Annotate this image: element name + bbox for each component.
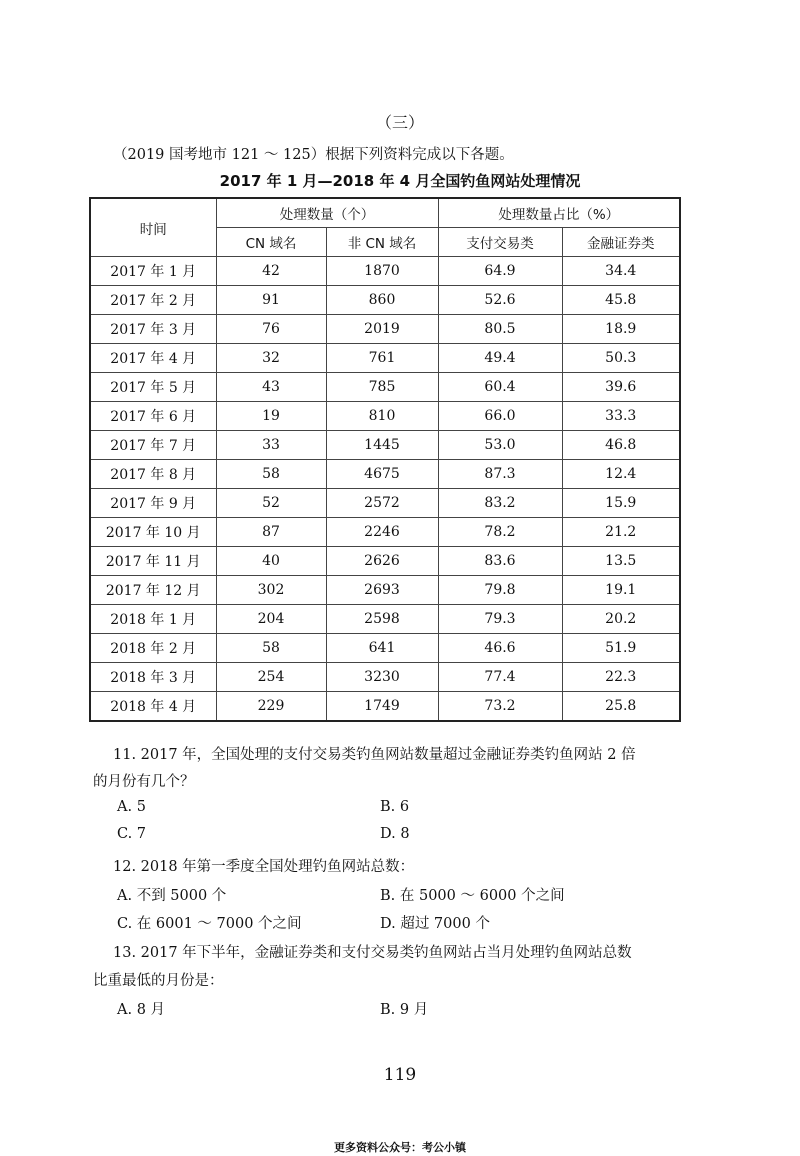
q11-option-b: B. 6 xyxy=(380,799,410,815)
table-row xyxy=(90,518,680,547)
cell-non-cn-domain: 785 xyxy=(326,373,438,402)
cell-time: 2017 年 10 月 xyxy=(90,518,216,547)
q12-option-b: B. 在 5000 ～ 6000 个之间 xyxy=(380,888,565,904)
cell-finance: 22.3 xyxy=(562,663,680,692)
cell-non-cn-domain: 2626 xyxy=(326,547,438,576)
cell-cn-domain: 40 xyxy=(216,547,326,576)
cell-time: 2018 年 3 月 xyxy=(90,663,216,692)
table-row xyxy=(90,431,680,460)
header-cn-domain: CN 域名 xyxy=(216,228,326,257)
q11-option-d: D. 8 xyxy=(380,826,410,842)
cell-finance: 12.4 xyxy=(562,460,680,489)
cell-cn-domain: 302 xyxy=(216,576,326,605)
cell-cn-domain: 76 xyxy=(216,315,326,344)
header-finance: 金融证券类 xyxy=(562,228,680,257)
cell-time: 2018 年 2 月 xyxy=(90,634,216,663)
cell-non-cn-domain: 2693 xyxy=(326,576,438,605)
table-row xyxy=(90,547,680,576)
header-time: 时间 xyxy=(90,198,216,257)
q13-text-line1: 13. 2017 年下半年，金融证券类和支付交易类钓鱼网站占当月处理钓鱼网站总数 xyxy=(113,945,632,961)
cell-cn-domain: 229 xyxy=(216,692,326,722)
cell-time: 2017 年 12 月 xyxy=(90,576,216,605)
table-row xyxy=(90,692,680,722)
cell-payment: 53.0 xyxy=(438,431,562,460)
q12-text-line1: 12. 2018 年第一季度全国处理钓鱼网站总数： xyxy=(113,859,415,875)
cell-payment: 83.6 xyxy=(438,547,562,576)
cell-payment: 80.5 xyxy=(438,315,562,344)
cell-non-cn-domain: 3230 xyxy=(326,663,438,692)
phishing-data-table xyxy=(89,197,681,722)
cell-non-cn-domain: 2598 xyxy=(326,605,438,634)
cell-payment: 73.2 xyxy=(438,692,562,722)
cell-payment: 49.4 xyxy=(438,344,562,373)
section-heading: （三） xyxy=(375,113,424,132)
cell-non-cn-domain: 4675 xyxy=(326,460,438,489)
cell-time: 2018 年 4 月 xyxy=(90,692,216,722)
cell-cn-domain: 19 xyxy=(216,402,326,431)
table-row xyxy=(90,576,680,605)
page-number: 119 xyxy=(383,1065,417,1085)
cell-time: 2017 年 11 月 xyxy=(90,547,216,576)
cell-cn-domain: 43 xyxy=(216,373,326,402)
header-non-cn-domain: 非 CN 域名 xyxy=(326,228,438,257)
cell-finance: 15.9 xyxy=(562,489,680,518)
cell-cn-domain: 33 xyxy=(216,431,326,460)
header-share: 处理数量占比（%） xyxy=(438,198,680,228)
table-row xyxy=(90,373,680,402)
cell-time: 2017 年 3 月 xyxy=(90,315,216,344)
table-row xyxy=(90,315,680,344)
cell-non-cn-domain: 641 xyxy=(326,634,438,663)
cell-payment: 66.0 xyxy=(438,402,562,431)
cell-non-cn-domain: 2572 xyxy=(326,489,438,518)
q11-option-c: C. 7 xyxy=(117,826,147,842)
cell-time: 2017 年 4 月 xyxy=(90,344,216,373)
cell-time: 2017 年 6 月 xyxy=(90,402,216,431)
q12-option-a: A. 不到 5000 个 xyxy=(117,888,227,904)
cell-finance: 19.1 xyxy=(562,576,680,605)
table-row xyxy=(90,605,680,634)
cell-cn-domain: 52 xyxy=(216,489,326,518)
table-title: 2017 年 1 月—2018 年 4 月全国钓鱼网站处理情况 xyxy=(219,172,581,190)
cell-finance: 33.3 xyxy=(562,402,680,431)
cell-non-cn-domain: 860 xyxy=(326,286,438,315)
cell-payment: 79.3 xyxy=(438,605,562,634)
cell-cn-domain: 32 xyxy=(216,344,326,373)
cell-non-cn-domain: 761 xyxy=(326,344,438,373)
cell-finance: 20.2 xyxy=(562,605,680,634)
cell-finance: 50.3 xyxy=(562,344,680,373)
table-row xyxy=(90,489,680,518)
cell-cn-domain: 58 xyxy=(216,634,326,663)
cell-payment: 83.2 xyxy=(438,489,562,518)
cell-payment: 52.6 xyxy=(438,286,562,315)
header-payment: 支付交易类 xyxy=(438,228,562,257)
cell-finance: 51.9 xyxy=(562,634,680,663)
cell-finance: 18.9 xyxy=(562,315,680,344)
header-processed-count: 处理数量（个） xyxy=(216,198,438,228)
cell-non-cn-domain: 2019 xyxy=(326,315,438,344)
cell-cn-domain: 91 xyxy=(216,286,326,315)
table-row xyxy=(90,634,680,663)
cell-non-cn-domain: 810 xyxy=(326,402,438,431)
cell-time: 2017 年 7 月 xyxy=(90,431,216,460)
cell-time: 2017 年 5 月 xyxy=(90,373,216,402)
cell-cn-domain: 87 xyxy=(216,518,326,547)
cell-payment: 77.4 xyxy=(438,663,562,692)
table-body xyxy=(90,257,680,722)
table-row xyxy=(90,460,680,489)
cell-cn-domain: 204 xyxy=(216,605,326,634)
table-row xyxy=(90,257,680,286)
q13-option-b: B. 9 月 xyxy=(380,1002,429,1018)
cell-finance: 46.8 xyxy=(562,431,680,460)
table-row xyxy=(90,402,680,431)
q11-text-line1: 11. 2017 年，全国处理的支付交易类钓鱼网站数量超过金融证券类钓鱼网站 2 倍 xyxy=(113,747,636,763)
cell-finance: 34.4 xyxy=(562,257,680,286)
table-row xyxy=(90,663,680,692)
cell-finance: 39.6 xyxy=(562,373,680,402)
q13-option-a: A. 8 月 xyxy=(117,1002,166,1018)
q12-option-c: C. 在 6001 ～ 7000 个之间 xyxy=(117,916,302,932)
cell-cn-domain: 42 xyxy=(216,257,326,286)
cell-time: 2017 年 2 月 xyxy=(90,286,216,315)
cell-payment: 79.8 xyxy=(438,576,562,605)
intro-text: （2019 国考地市 121 ～ 125）根据下列资料完成以下各题。 xyxy=(113,147,514,163)
cell-time: 2017 年 9 月 xyxy=(90,489,216,518)
q11-text-line2: 的月份有几个？ xyxy=(93,774,195,790)
cell-payment: 60.4 xyxy=(438,373,562,402)
cell-non-cn-domain: 1749 xyxy=(326,692,438,722)
cell-payment: 64.9 xyxy=(438,257,562,286)
cell-finance: 13.5 xyxy=(562,547,680,576)
cell-time: 2017 年 8 月 xyxy=(90,460,216,489)
table-row xyxy=(90,344,680,373)
cell-payment: 78.2 xyxy=(438,518,562,547)
cell-non-cn-domain: 2246 xyxy=(326,518,438,547)
cell-finance: 25.8 xyxy=(562,692,680,722)
cell-non-cn-domain: 1445 xyxy=(326,431,438,460)
cell-non-cn-domain: 1870 xyxy=(326,257,438,286)
q12-option-d: D. 超过 7000 个 xyxy=(380,916,490,932)
cell-time: 2017 年 1 月 xyxy=(90,257,216,286)
cell-cn-domain: 58 xyxy=(216,460,326,489)
cell-time: 2018 年 1 月 xyxy=(90,605,216,634)
cell-cn-domain: 254 xyxy=(216,663,326,692)
cell-finance: 45.8 xyxy=(562,286,680,315)
q11-option-a: A. 5 xyxy=(117,799,146,815)
cell-payment: 46.6 xyxy=(438,634,562,663)
cell-payment: 87.3 xyxy=(438,460,562,489)
q13-text-line2: 比重最低的月份是： xyxy=(93,973,224,989)
footer-note: 更多资料公众号：考公小镇 xyxy=(334,1141,466,1154)
table-row xyxy=(90,286,680,315)
cell-finance: 21.2 xyxy=(562,518,680,547)
